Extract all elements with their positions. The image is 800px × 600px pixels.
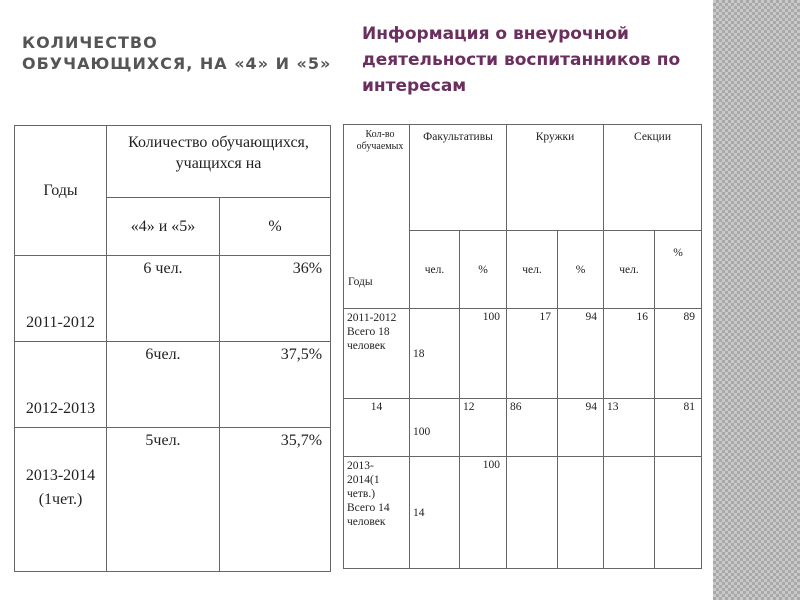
- total-cell: 100: [410, 399, 460, 457]
- decorative-checker-strip: [713, 0, 800, 600]
- value-cell: 81: [655, 399, 702, 457]
- corner-count-label: Кол-во обучаемых: [356, 129, 404, 152]
- year-cell: 2012-2013: [15, 342, 107, 428]
- header-clubs: Кружки: [507, 125, 604, 231]
- value-cell: 94: [558, 399, 604, 457]
- total-cell: 18: [410, 309, 460, 399]
- subheader-people: чел.: [410, 231, 460, 309]
- table-row: [15, 342, 331, 428]
- value-cell: [507, 457, 558, 569]
- value-cell: [558, 457, 604, 569]
- subheader-pct: %: [655, 231, 702, 309]
- honor-students-table: [14, 125, 331, 572]
- table-row: [15, 428, 331, 572]
- slide-title-right: Информация о внеурочной деятельности воспитанников по интересам: [362, 24, 681, 96]
- count-cell: 5чел.: [107, 428, 220, 572]
- header-count: Количество обучающихся, учащихся на: [107, 126, 331, 198]
- header-years: Годы: [15, 126, 107, 256]
- value-cell: 100: [460, 309, 507, 399]
- table-row: [344, 309, 702, 399]
- value-cell: [604, 457, 655, 569]
- value-cell: 17: [507, 309, 558, 399]
- extracurricular-table: [343, 124, 702, 569]
- value-cell: 94: [558, 309, 604, 399]
- value-cell: 89: [655, 309, 702, 399]
- pct-cell: 36%: [220, 256, 331, 342]
- table-row: [15, 256, 331, 342]
- table-row: [344, 457, 702, 569]
- subheader-45: «4» и «5»: [107, 198, 220, 256]
- value-cell: [655, 457, 702, 569]
- total-cell: 14: [410, 457, 460, 569]
- corner-years-label: Годы: [348, 276, 373, 288]
- pct-cell: 37,5%: [220, 342, 331, 428]
- subheader-people: чел.: [604, 231, 655, 309]
- header-sections: Секции: [604, 125, 702, 231]
- subheader-pct: %: [558, 231, 604, 309]
- value-cell: 86: [507, 399, 558, 457]
- subheader-people: чел.: [507, 231, 558, 309]
- slide-title-left: КОЛИЧЕСТВО ОБУЧАЮЩИХСЯ, НА «4» И «5»: [22, 33, 332, 73]
- value-cell: 13: [604, 399, 655, 457]
- year-cell: 2011-2012 Всего 18 человек: [344, 309, 410, 399]
- corner-header: [344, 125, 410, 309]
- pct-cell: 35,7%: [220, 428, 331, 572]
- year-cell: 2013-2014(1 четв.) Всего 14 человек: [344, 457, 410, 569]
- count-cell: 6 чел.: [107, 256, 220, 342]
- subheader-pct: %: [460, 231, 507, 309]
- year-cell: 2013-2014 (1чет.): [15, 428, 107, 572]
- value-cell: 16: [604, 309, 655, 399]
- year-cell: 2011-2012: [15, 256, 107, 342]
- value-cell: 100: [460, 457, 507, 569]
- subheader-pct: %: [220, 198, 331, 256]
- value-cell: 12: [460, 399, 507, 457]
- year-cell: 14: [344, 399, 410, 457]
- table-row: [344, 399, 702, 457]
- header-electives: Факультативы: [410, 125, 507, 231]
- count-cell: 6чел.: [107, 342, 220, 428]
